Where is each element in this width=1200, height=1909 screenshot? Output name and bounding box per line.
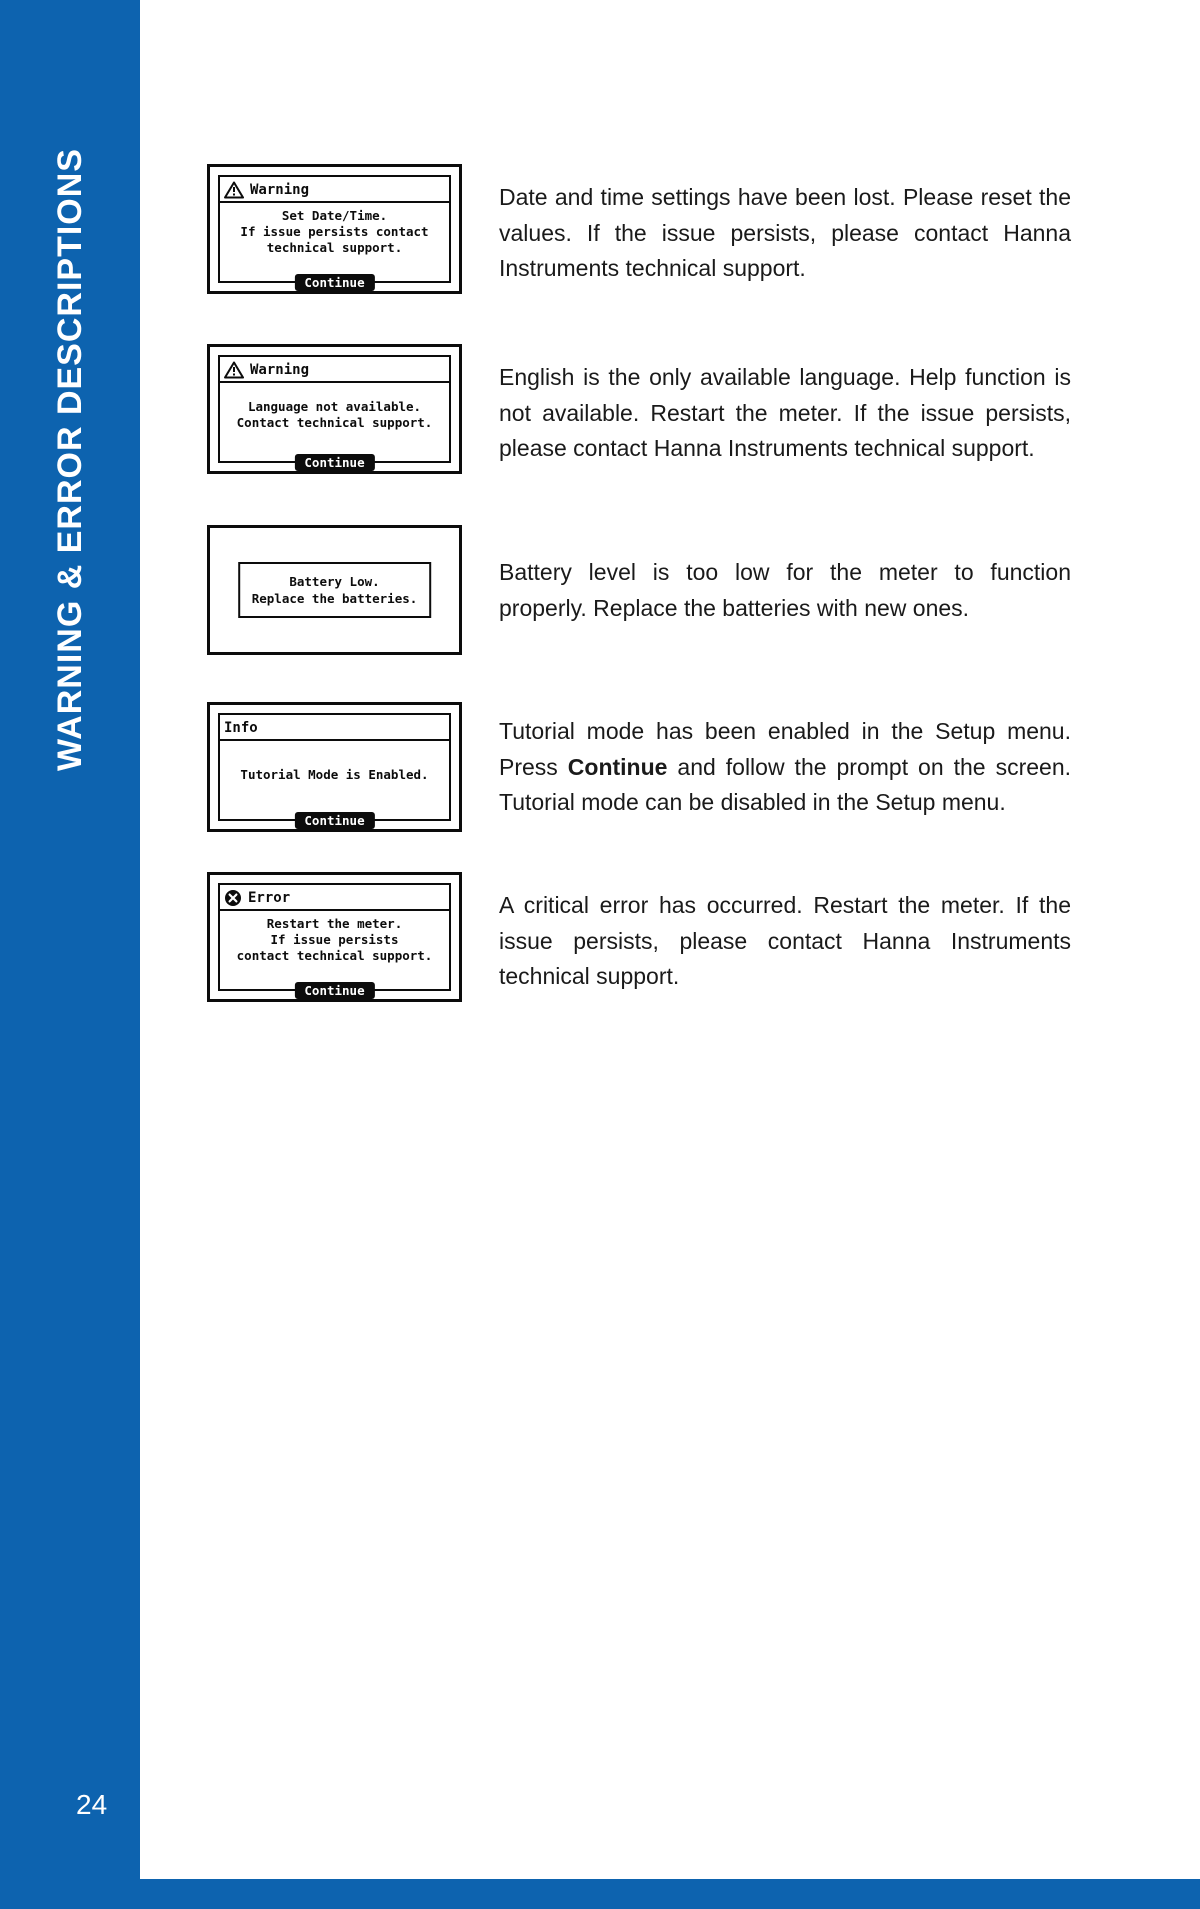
screen-text-line: Set Date/Time. xyxy=(281,208,388,223)
description-text: English is the only available language. Help function is not available. Restart the meter. If the issue persists, please contact Hanna Instruments technical support. xyxy=(499,364,1071,461)
error-circle-icon xyxy=(224,889,242,907)
page-title xyxy=(0,130,140,790)
screen-text-line: Restart the meter. xyxy=(266,916,403,931)
description-bold-continue: Continue xyxy=(567,753,668,780)
screen-frame xyxy=(218,713,451,828)
screen-text-line: Tutorial Mode is Enabled. xyxy=(240,767,429,782)
screen-body xyxy=(220,911,449,964)
screen-title: Error xyxy=(248,889,291,906)
screen-frame xyxy=(218,175,451,290)
screen-header xyxy=(220,885,449,911)
screen-body xyxy=(220,383,449,431)
screen-title: Warning xyxy=(250,361,310,378)
screen-text-line: Language not available. xyxy=(247,399,422,414)
continue-button: Continue xyxy=(294,812,374,829)
warning-triangle-icon xyxy=(224,361,244,379)
screen-frame xyxy=(218,355,451,470)
battery-dialog xyxy=(238,562,432,618)
screen-text-line: contact technical support. xyxy=(236,948,433,963)
row-battery-low xyxy=(207,525,1077,665)
screen-body xyxy=(220,203,449,256)
screen-text-line: Replace the batteries. xyxy=(251,591,418,606)
device-screen-battery-low xyxy=(207,525,462,655)
description-text xyxy=(499,714,1071,821)
device-screen-error-restart xyxy=(207,872,462,1002)
page-title-text: WARNING & ERROR DESCRIPTIONS xyxy=(50,148,89,772)
row-warning-date-time xyxy=(207,164,1077,304)
continue-button: Continue xyxy=(294,982,374,999)
description-part: Tutorial mode has been enabled in the Setup menu. Press xyxy=(499,718,1071,780)
device-screen-info-tutorial xyxy=(207,702,462,832)
screen-text-line: Contact technical support. xyxy=(236,415,433,430)
screen-text-line: If issue persists xyxy=(270,932,399,947)
page-number: 24 xyxy=(76,1789,108,1820)
continue-button: Continue xyxy=(294,454,374,471)
device-screen-warning-language xyxy=(207,344,462,474)
screen-frame xyxy=(218,883,451,998)
row-warning-language xyxy=(207,344,1077,484)
screen-header xyxy=(220,357,449,383)
row-info-tutorial xyxy=(207,702,1077,842)
screen-text-line: If issue persists contact xyxy=(240,224,429,239)
warning-triangle-icon xyxy=(224,181,244,199)
screen-text-line: technical support. xyxy=(266,240,403,255)
screen-body xyxy=(220,741,449,783)
screen-header xyxy=(220,715,449,741)
description-text: A critical error has occurred. Restart the meter. If the issue persists, please contact Hanna Instruments technical support. xyxy=(499,892,1071,989)
screen-header xyxy=(220,177,449,203)
screen-title: Info xyxy=(224,719,258,736)
description-text: Date and time settings have been lost. Please reset the values. If the issue persists, please contact Hanna Instruments technical support. xyxy=(499,184,1071,281)
device-screen-warning-date xyxy=(207,164,462,294)
sidebar xyxy=(0,0,140,1909)
bottom-bar xyxy=(0,1879,1200,1909)
continue-button: Continue xyxy=(294,274,374,291)
description-text: Battery level is too low for the meter to function properly. Replace the batteries with new ones. xyxy=(499,559,1071,621)
screen-title: Warning xyxy=(250,181,310,198)
description-part: and follow the prompt on the screen. Tutorial mode can be disabled in the Setup menu. xyxy=(499,753,1071,815)
row-error-restart xyxy=(207,872,1077,1012)
screen-text-line: Battery Low. xyxy=(289,574,380,589)
